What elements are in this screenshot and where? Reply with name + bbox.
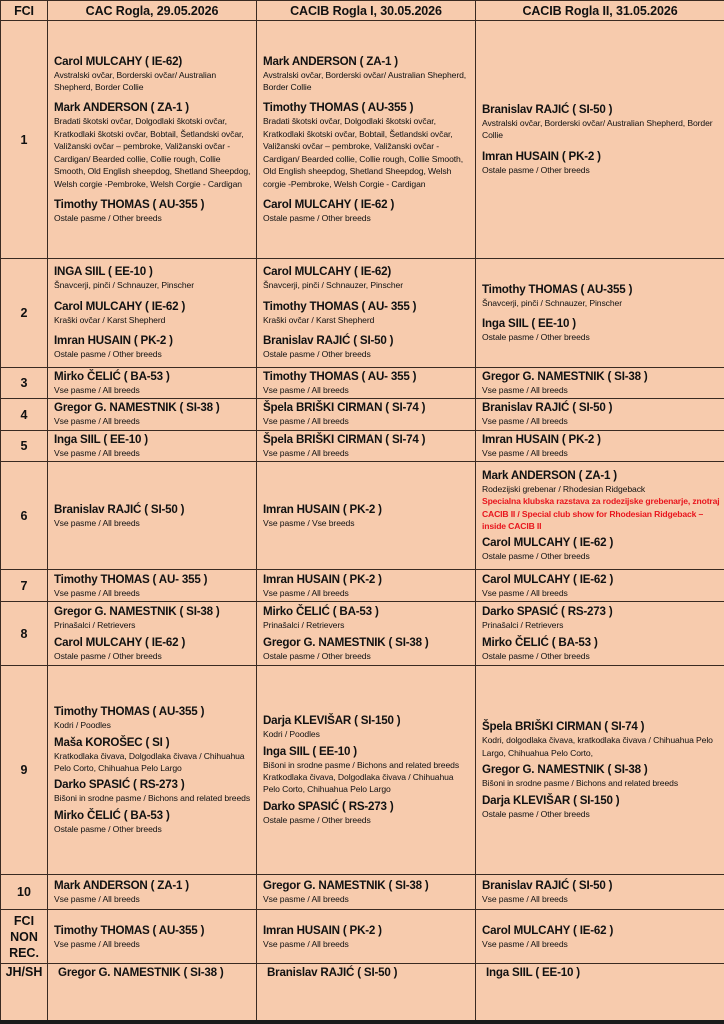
judge-entry [263,636,471,662]
judge-entry [54,605,252,631]
judge-name: Carol MULCAHY ( IE-62 ) [54,299,186,313]
breed-list: Ostale pasme / Other breeds [263,650,371,661]
fci-group-row [1,462,724,570]
judge-entry [263,101,471,189]
breed-list: Vse pasme / All breeds [263,894,349,905]
judging-cell-cac [48,570,257,602]
judging-cell-cac [48,875,257,910]
judge-name: Timothy THOMAS ( AU- 355 ) [263,299,417,313]
judge-entry [482,536,720,562]
judge-entry [263,334,471,360]
judge-name: Gregor G. NAMESTNIK ( SI-38 ) [482,763,648,777]
fci-group-number: 10 [1,875,48,910]
breed-list: Ostale pasme / Other breeds [482,551,590,562]
judge-name: Imran HUSAIN ( PK-2 ) [263,572,382,586]
fci-group-number [1,910,48,964]
breed-list: Vse pasme / All breeds [263,416,349,427]
judge-name: Špela BRIŠKI CIRMAN ( SI-74 ) [482,720,645,734]
judge-entry [482,401,720,427]
judge-entry [54,736,252,775]
judge-name: Branislav RAJIĆ ( SI-50 ) [482,879,613,893]
judge-name: Mirko ČELIĆ ( BA-53 ) [263,605,379,619]
judging-cell-cacib-2 [476,462,724,570]
judge-name: Carol MULCAHY ( IE-62 ) [482,572,614,586]
header-show-cac: CAC Rogla, 29.05.2026 [48,1,257,21]
special-show-note: Specialna klubska razstava za rodezijske grebenarje, znotraj CACIB II / Special club show for Rhodesian Ridgeback – inside CACIB II [482,496,720,531]
judging-cell-cacib-2 [476,368,724,399]
judging-cell-cacib-2 [476,910,724,964]
judge-entry [54,433,252,459]
breed-list: Kodri, dolgodlaka čivava, kratkodlaka čivava / Chihuahua Pelo Largo, Chihuahua Pelo Corto, [482,735,713,758]
judging-cell-cacib-2 [476,666,724,875]
judge-name: Timothy THOMAS ( AU- 355 ) [54,572,208,586]
breed-list: Vse pasme / All breeds [263,938,349,949]
fci-group-row [1,570,724,602]
fci-group-number: 6 [1,462,48,570]
judge-name: Darko SPASIĆ ( RS-273 ) [54,778,185,792]
breed-list: Bradati škotski ovčar, Dolgodlaki škotski ovčar, Kratkodlaki škotski ovčar, Bobtail, Šetlandski ovčar, Valižanski ovčar – pembroke, Valižanski ovčar - Cardigan/ Bearded collie, Collie rough, Collie Smooth, Old English sheepdog, Shetland Sheepdog, Welsh corgie -Pembroke, Welsh Corgie - Cardigan [263,116,464,189]
breed-list: Ostale pasme / Other breeds [482,808,590,819]
fci-group-number: 1 [1,21,48,259]
judge-name: Timothy THOMAS ( AU-355 ) [263,101,414,115]
judging-cell-cacib-2 [476,399,724,430]
judging-cell-cacib-1 [257,964,476,1024]
judging-cell-cac [48,602,257,666]
breed-list: Ostale pasme / Other breeds [482,164,590,175]
judge-entry [263,605,471,631]
fci-group-label-line: FCI [13,913,35,928]
judge-name: Inga SIIL ( EE-10 ) [263,744,357,758]
judge-name: Mirko ČELIĆ ( BA-53 ) [54,808,170,822]
breed-list: Kraški ovčar / Karst Shepherd [54,314,166,325]
judging-cell-cacib-2 [476,21,724,259]
breed-list: Ostale pasme / Other breeds [54,212,162,223]
judge-name: Branislav RAJIĆ ( SI-50 ) [482,401,613,415]
judge-entry [482,150,720,176]
breed-list: Kodri / Poodles [263,729,320,740]
breed-list: Prinašalci / Retrievers [54,620,136,631]
judging-cell-cacib-1 [257,462,476,570]
judging-cell-cacib-1 [257,21,476,259]
fci-group-row [1,430,724,461]
judging-cell-cac [48,399,257,430]
breed-list: Rodezijski grebenar / Rhodesian Ridgeback [482,483,646,494]
judge-name: Inga SIIL ( EE-10 ) [482,317,576,330]
breed-list: Ostale pasme / Other breeds [482,650,590,661]
breed-list: Vse pasme / All breeds [54,587,140,598]
breed-list: Bišoni in srodne pasme / Bichons and related breeds [263,759,460,770]
judge-entry [482,103,720,142]
judging-cell-cac [48,910,257,964]
judge-name: Branislav RAJIĆ ( SI-50 ) [263,334,394,348]
judge-name: Gregor G. NAMESTNIK ( SI-38 ) [54,401,220,415]
judging-cell-cac [48,368,257,399]
judging-cell-cacib-2 [476,602,724,666]
judging-cell-cacib-1 [257,602,476,666]
judge-name: Darko SPASIĆ ( RS-273 ) [263,799,394,813]
judge-entry [482,794,720,820]
judge-entry [54,503,252,529]
breed-list: Bišoni in srodne pasme / Bichons and related breeds [54,793,251,804]
fci-group-row [1,399,724,430]
breed-list: Ostale pasme / Other breeds [263,349,371,360]
judging-cell-cacib-2 [476,875,724,910]
breed-list: Vse pasme / All breeds [263,385,349,395]
fci-group-row [1,21,724,259]
breed-list: Ostale pasme / Other breeds [54,650,162,661]
breed-list: Vse pasme / All breeds [482,894,568,905]
judge-name: Maša KOROŠEC ( SI ) [54,735,170,749]
judge-name: Imran HUSAIN ( PK-2 ) [482,432,601,446]
judge-entry [263,198,471,224]
fci-group-label-line: NON [10,929,38,944]
header-row [1,1,724,21]
judge-entry [263,433,471,459]
fci-group-label-line: REC. [9,945,39,960]
breed-list: Ostale pasme / Other breeds [54,823,162,834]
judge-entry [482,879,720,905]
judge-entry [263,879,471,905]
judge-entry [482,283,720,309]
judge-entry [263,265,471,291]
breed-list: Vse pasme / All breeds [482,587,568,598]
breed-list: Prinašalci / Retrievers [482,620,564,631]
breed-list: Šnavcerji, pinči / Schnauzer, Pinscher [482,297,622,308]
judge-entry [54,573,252,599]
judge-entry [263,714,471,740]
judge-name: Inga SIIL ( EE-10 ) [486,966,580,980]
judge-entry [263,800,471,826]
breed-list: Šnavcerji, pinči / Schnauzer, Pinscher [263,280,403,291]
judging-cell-cacib-2 [476,570,724,602]
breed-list: Avstralski ovčar, Borderski ovčar/ Australian Shepherd, Border Collie [263,69,467,93]
judge-name: Darko SPASIĆ ( RS-273 ) [482,605,613,619]
judge-entry [54,809,252,835]
fci-group-row [1,964,724,1024]
judge-entry [482,573,720,599]
breed-list: Vse pasme / Vse breeds [263,517,355,528]
judge-entry [54,300,252,326]
judge-entry [482,317,720,343]
judge-entry [482,966,720,980]
judge-name: Timothy THOMAS ( AU- 355 ) [263,370,417,383]
judge-entry [482,636,720,662]
breed-list: Vse pasme / All breeds [54,447,140,458]
judge-name: Timothy THOMAS ( AU-355 ) [482,282,633,296]
judge-entry [263,401,471,427]
judging-cell-cac [48,21,257,259]
fci-group-row [1,875,724,910]
judge-entry [482,370,720,396]
judging-cell-cacib-1 [257,666,476,875]
breed-list: Šnavcerji, pinči / Schnauzer, Pinscher [54,280,194,291]
judging-cell-cacib-2 [476,964,724,1024]
judge-name: Carol MULCAHY ( IE-62) [54,54,183,68]
breed-list: Bišoni in srodne pasme / Bichons and related breeds [482,778,679,789]
judge-entry [54,778,252,804]
breed-list: Vse pasme / All breeds [482,385,568,395]
judge-entry [54,924,252,950]
judge-entry [54,55,252,94]
judging-cell-cacib-1 [257,368,476,399]
judge-entry [482,720,720,759]
judge-entry [54,879,252,905]
breed-list: Ostale pasme / Other breeds [263,212,371,223]
judge-name: Imran HUSAIN ( PK-2 ) [54,334,173,348]
page-bottom-border [0,1020,724,1024]
judge-name: Mark ANDERSON ( ZA-1 ) [482,468,617,482]
judge-entry [263,924,471,950]
breed-list: Kodri / Poodles [54,720,111,731]
fci-group-number: 2 [1,259,48,368]
breed-list: Ostale pasme / Other breeds [482,332,590,342]
judge-name: Carol MULCAHY ( IE-62) [263,265,392,279]
judging-cell-cacib-1 [257,430,476,461]
judge-entry [54,370,252,396]
fci-group-number: 7 [1,570,48,602]
judge-entry [482,605,720,631]
judge-name: Carol MULCAHY ( IE-62 ) [482,536,614,550]
judge-name: Darja KLEVIŠAR ( SI-150 ) [263,714,401,728]
judge-entry [482,924,720,950]
breed-list: Kratkodlaka čivava, Dolgodlaka čivava / Chihuahua Pelo Corto, Chihuahua Pelo Largo [54,750,245,774]
breed-list: Ostale pasme / Other breeds [263,814,371,825]
fci-group-row [1,259,724,368]
judging-cell-cacib-2 [476,430,724,461]
judging-cell-cacib-1 [257,259,476,368]
judge-name: Darja KLEVIŠAR ( SI-150 ) [482,793,620,807]
judge-entry [263,55,471,94]
judge-entry [54,401,252,427]
judge-name: Imran HUSAIN ( PK-2 ) [263,502,382,516]
judge-entry [54,198,252,224]
judge-name: Carol MULCAHY ( IE-62 ) [482,923,614,937]
judge-name: Carol MULCAHY ( IE-62 ) [263,197,395,211]
fci-group-number: 4 [1,399,48,430]
header-show-cacib-1: CACIB Rogla I, 30.05.2026 [257,1,476,21]
fci-group-number: 5 [1,430,48,461]
judge-name: Branislav RAJIĆ ( SI-50 ) [54,502,185,516]
fci-group-row [1,666,724,875]
judging-cell-cac [48,666,257,875]
judge-name: Branislav RAJIĆ ( SI-50 ) [482,102,613,116]
judge-entry [263,503,471,529]
breed-list: Avstralski ovčar, Borderski ovčar/ Australian Shepherd, Border Collie [54,69,217,93]
header-fci: FCI [1,1,48,21]
judge-name: Timothy THOMAS ( AU-355 ) [54,923,205,937]
judging-cell-cac [48,259,257,368]
judging-cell-cacib-1 [257,399,476,430]
fci-group-number: JH/SH [1,964,48,1024]
judging-cell-cac [48,430,257,461]
breed-list: Avstralski ovčar, Borderski ovčar/ Australian Shepherd, Border Collie [482,117,713,141]
breed-list: Vse pasme / All breeds [54,894,140,905]
breed-list: Vse pasme / All breeds [263,447,349,458]
judge-name: Imran HUSAIN ( PK-2 ) [482,149,601,163]
judge-name: Mark ANDERSON ( ZA-1 ) [263,54,398,68]
judge-name: Gregor G. NAMESTNIK ( SI-38 ) [482,370,648,383]
judge-name: Mirko ČELIĆ ( BA-53 ) [482,635,598,649]
fci-group-row [1,910,724,964]
judge-entry [54,334,252,360]
judge-name: Gregor G. NAMESTNIK ( SI-38 ) [54,605,220,619]
judge-name: Inga SIIL ( EE-10 ) [54,432,148,446]
fci-group-row [1,602,724,666]
breed-list: Vse pasme / All breeds [482,416,568,427]
judge-entry [482,433,720,459]
judge-entry [482,763,720,789]
judge-entry [263,573,471,599]
fci-group-number: 8 [1,602,48,666]
judge-entry [54,101,252,189]
judging-cell-cac [48,462,257,570]
breed-list: Vse pasme / All breeds [482,938,568,949]
breed-list: Ostale pasme / Other breeds [54,349,162,360]
judge-name: Gregor G. NAMESTNIK ( SI-38 ) [263,879,429,893]
judge-name: INGA SIIL ( EE-10 ) [54,265,153,279]
breed-list: Vse pasme / All breeds [54,517,140,528]
fci-group-row [1,368,724,399]
judge-name: Timothy THOMAS ( AU-355 ) [54,705,205,719]
judging-cell-cac [48,964,257,1024]
judge-name: Gregor G. NAMESTNIK ( SI-38 ) [263,635,429,649]
judge-entry [54,966,252,980]
judge-entry [263,300,471,326]
breed-list: Kratkodlaka čivava, Dolgodlaka čivava / Chihuahua Pelo Corto, Chihuahua Pelo Largo [263,772,454,795]
judge-name: Špela BRIŠKI CIRMAN ( SI-74 ) [263,401,426,415]
header-show-cacib-2: CACIB Rogla II, 31.05.2026 [476,1,724,21]
judge-entry [54,705,252,731]
breed-list: Vse pasme / All breeds [54,385,140,395]
judge-name: Carol MULCAHY ( IE-62 ) [54,635,186,649]
judge-name: Imran HUSAIN ( PK-2 ) [263,923,382,937]
judging-cell-cacib-2 [476,259,724,368]
fci-group-number: 3 [1,368,48,399]
judge-name: Timothy THOMAS ( AU-355 ) [54,197,205,211]
judge-name: Špela BRIŠKI CIRMAN ( SI-74 ) [263,432,426,446]
breed-list: Vse pasme / All breeds [263,587,349,598]
judge-entry [263,745,471,796]
breed-list: Vse pasme / All breeds [54,938,140,949]
judge-name: Branislav RAJIĆ ( SI-50 ) [267,966,398,980]
breed-list: Vse pasme / All breeds [54,416,140,427]
judge-entry [54,265,252,291]
judge-entry [482,469,720,533]
judge-entry [54,636,252,662]
breed-list: Bradati škotski ovčar, Dolgodlaki škotski ovčar, Kratkodlaki škotski ovčar, Bobtail, Šetlandski ovčar, Valižanski ovčar – pembroke, Valižanski ovčar - Cardigan/ Bearded collie, Collie rough, Collie Smooth, Old English sheepdog, Shetland Sheepdog, Welsh corgie -Pembroke, Welsh Corgie - Cardigan [54,116,251,189]
judging-cell-cacib-1 [257,875,476,910]
judge-entry [263,370,471,396]
breed-list: Vse pasme / All breeds [482,447,568,458]
fci-group-number: 9 [1,666,48,875]
judge-name: Mark ANDERSON ( ZA-1 ) [54,101,189,115]
breed-list: Kraški ovčar / Karst Shepherd [263,314,375,325]
judge-name: Gregor G. NAMESTNIK ( SI-38 ) [58,966,224,980]
judging-cell-cacib-1 [257,570,476,602]
judging-cell-cacib-1 [257,910,476,964]
judge-entry [263,966,471,980]
judge-name: Mirko ČELIĆ ( BA-53 ) [54,370,170,383]
judge-name: Mark ANDERSON ( ZA-1 ) [54,879,189,893]
breed-list: Prinašalci / Retrievers [263,620,345,631]
